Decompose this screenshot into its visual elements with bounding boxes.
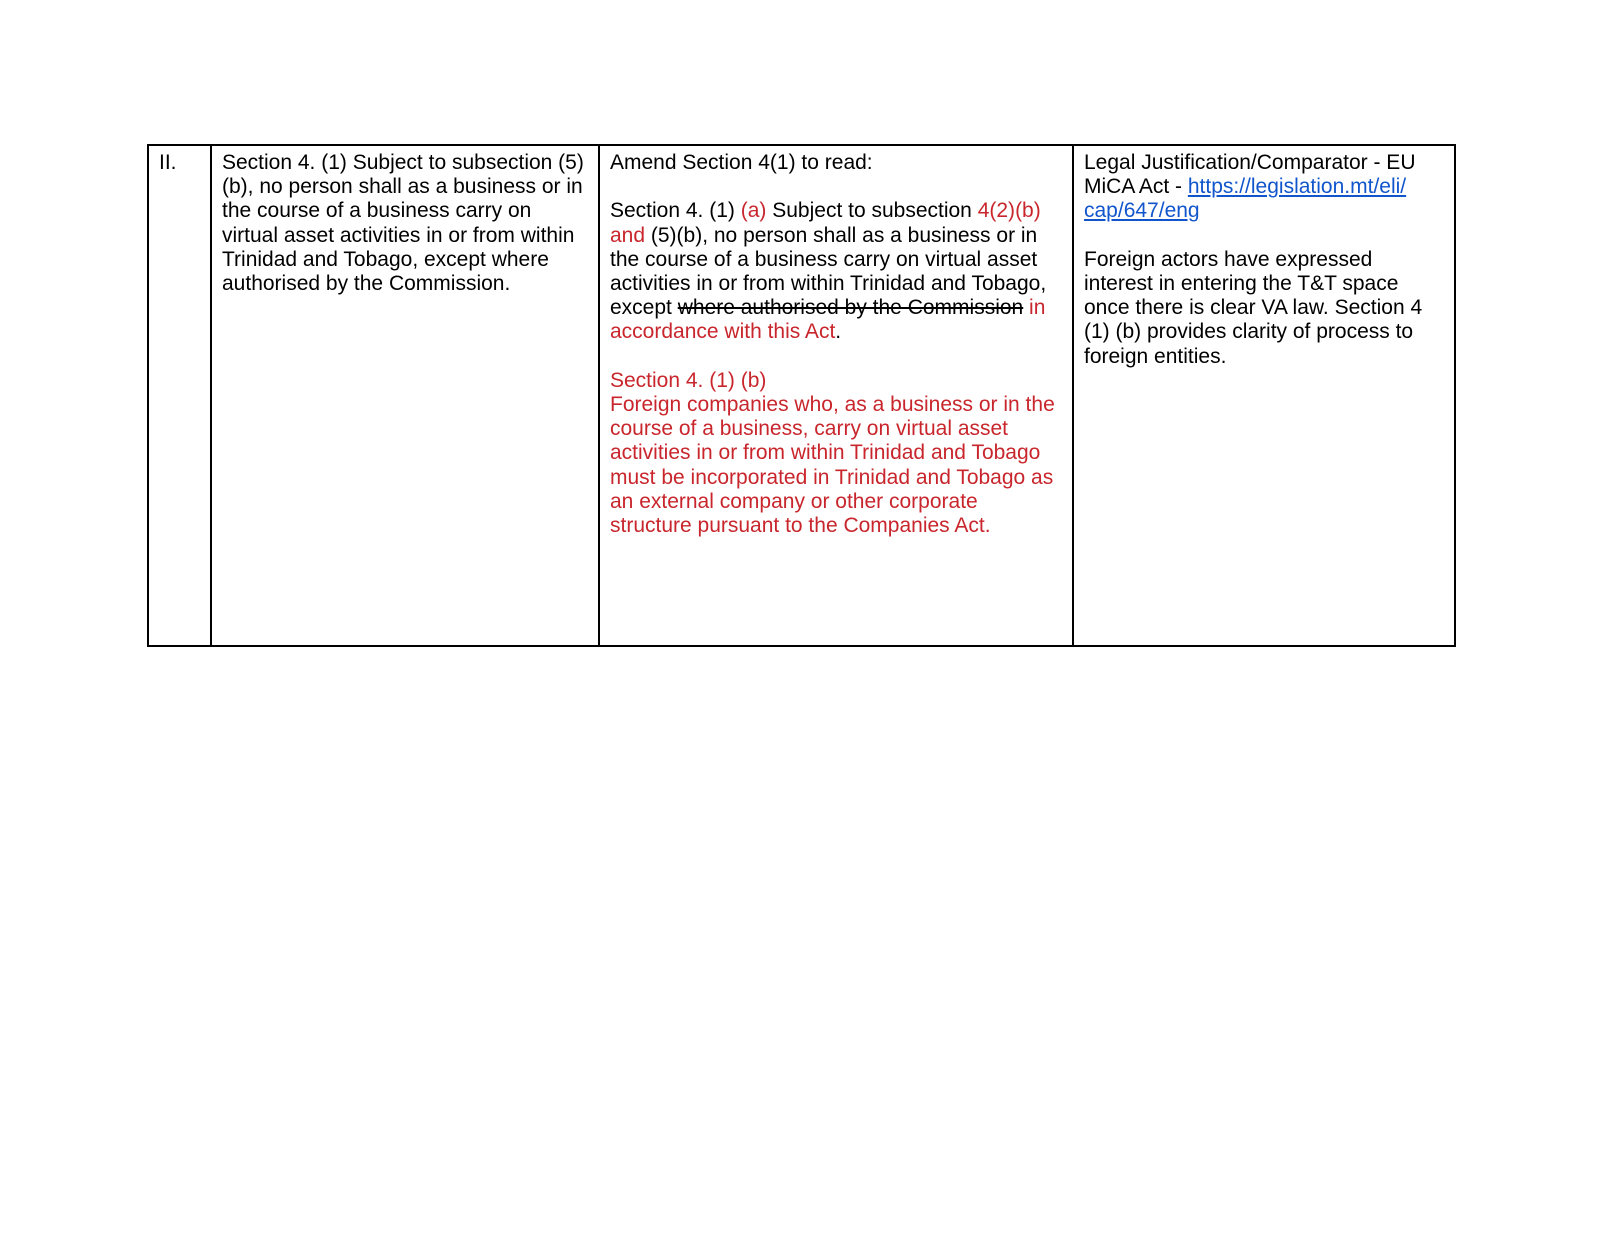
text-segment: Subject to subsection — [766, 199, 978, 223]
inserted-text: (a) — [740, 199, 767, 223]
link-text[interactable]: cap/647/eng — [1084, 199, 1200, 223]
link-text[interactable]: https://legislation.mt/eli/ — [1187, 175, 1407, 199]
justification-cell — [1073, 145, 1455, 646]
table-row — [148, 145, 1455, 646]
row-number-cell — [148, 145, 211, 646]
amended-section-paragraph — [610, 199, 1062, 344]
justification-heading — [1084, 151, 1444, 224]
inserted-text: 4(2) — [977, 199, 1016, 223]
new-subsection-body: Foreign companies who, as a business or in the course of a business, carry on virtual asset activities in or from within Trinidad and Tobago must be incorporated in Trinidad and Tobago as an external company or other corporate structure pursuant to the Companies Act. — [610, 393, 1055, 538]
amendment-cell — [599, 145, 1073, 646]
original-text-cell — [211, 145, 599, 646]
new-subsection-paragraph — [610, 369, 1062, 538]
inserted-text: in accordance with this Act — [610, 296, 1046, 344]
amendments-table — [147, 144, 1456, 647]
justification-body: Foreign actors have expressed interest in entering the T&T space once there is clear VA law. Section 4 (1) (b) provides clarity of process to foreign entities. — [1084, 247, 1423, 368]
amendment-intro: Amend Section 4(1) to read: — [610, 151, 873, 174]
inserted-text: (b) and — [610, 199, 1041, 247]
deleted-text: where authorised by the Commission — [677, 296, 1024, 320]
row-number: II. — [159, 151, 177, 174]
text-segment: . — [835, 320, 842, 344]
new-subsection-heading: Section 4. (1) (b) — [610, 368, 767, 392]
original-section-text: Section 4. (1) Subject to subsection (5)(b), no person shall as a business or in the course of a business carry on virtual asset activities in or from within Trinidad and Tobago, except where authorised by the Commission. — [222, 151, 584, 296]
text-segment: Legal Justification/Comparator - EU MiCA Act - — [1084, 151, 1416, 199]
text-segment: Section 4. (1) — [610, 199, 741, 223]
text-segment: (5)(b), no person shall as a business or in the course of a business carry on virtual asset activities in or from within Trinidad and Tobago, except — [610, 223, 1047, 320]
